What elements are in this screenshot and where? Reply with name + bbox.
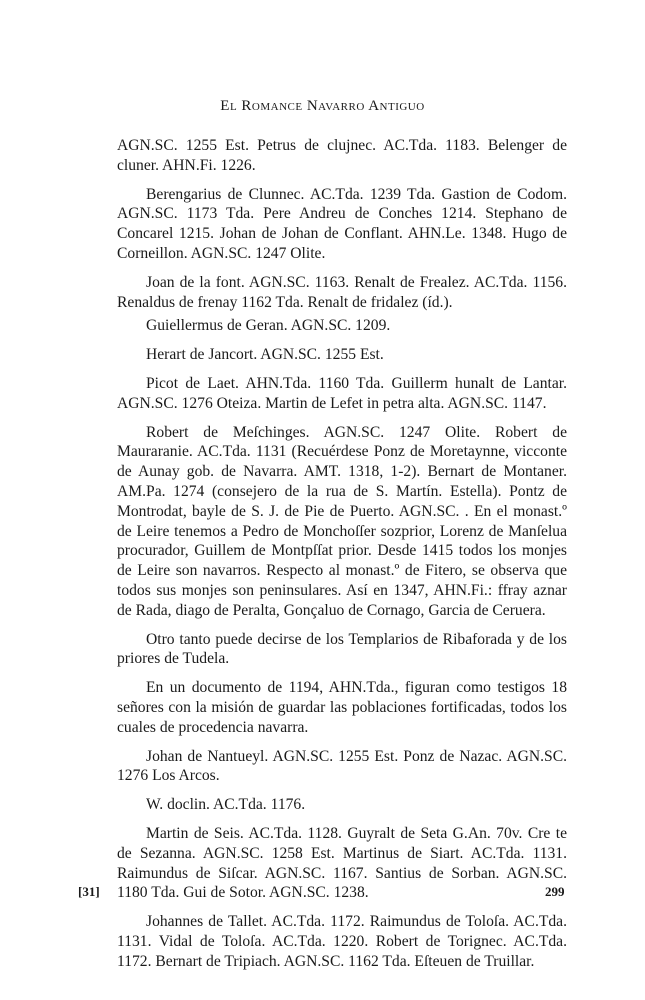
paragraph: AGN.SC. 1255 Est. Petrus de clujnec. AC.Tda. 1183. Belenger de cluner. AHN.Fi. 1226. [117,137,567,174]
paragraph: Johannes de Tallet. AC.Tda. 1172. Raimundus de Toloſa. AC.Tda. 1131. Vidal de Toloſa. AC.Tda. 1220. Robert de Torignec. AC.Tda. 1172. Bernart de Tripiach. AGN.SC. 1162 Tda. Eſteuen de Truillar. [117,913,567,970]
page-number: 299 [545,884,565,899]
signature-mark: [31] [78,884,100,899]
paragraph: Berengarius de Clunnec. AC.Tda. 1239 Tda. Gastion de Codom. AGN.SC. 1173 Tda. Pere Andreu de Conches 1214. Stephano de Concarel 1215. Johan de Johan de Conflant. AHN.Le. 1348. Hugo de Corneillon. AGN.SC. 1247 Olite. [117,185,567,262]
paragraph: Robert de Meſchinges. AGN.SC. 1247 Olite. Robert de Mauraranie. AC.Tda. 1131 (Recuérdese Ponz de Moretaynne, vicconte de Aunay gob. de Navarra. AMT. 1318, 1-2). Bernart de Montaner. AM.Pa. 1274 (consejero de la rua de S. Martín. Estella). Pontz de Montrodat, bayle de S. J. de Pie de Puerto. AGN.SC. . En el monast.º de Leire tenemos a Pedro de Monchoſſer sozprior, Lorenz de Manſelua procurador, Guillem de Montpſſat prior. Desde 1415 todos los monjes de Leire son navarros. Respecto al monast.º de Fitero, se observa que todos sus monjes son peninsulares. Así en 1347, AHN.Fi.: ffray aznar de Rada, diago de Peralta, Gonçaluo de Cornago, Garcia de Ceruera. [117,423,567,619]
running-head: El Romance Navarro Antiguo [220,98,425,114]
paragraph: W. doclin. AC.Tda. 1176. [146,796,306,814]
paragraph: Johan de Nantueyl. AGN.SC. 1255 Est. Ponz de Nazac. AGN.SC. 1276 Los Arcos. [117,747,567,785]
paragraph: Otro tanto puede decirse de los Templarios de Ribaforada y de los priores de Tudela. [117,630,567,668]
text-block [117,136,567,980]
paragraph: Guiellermus de Geran. AGN.SC. 1209. [146,317,391,335]
paragraph: Herart de Jancort. AGN.SC. 1255 Est. [146,346,384,364]
paragraph: Martin de Seis. AC.Tda. 1128. Guyralt de Seta G.An. 70v. Cre te de Sezanna. AGN.SC. 1258 Est. Martinus de Siart. AC.Tda. 1131. Raimundus de Siſcar. AGN.SC. 1167. Santius de Sorban. AGN.SC. 1180 Tda. Gui de Sotor. AGN.SC. 1238. [117,824,567,902]
paragraph: Joan de la font. AGN.SC. 1163. Renalt de Frealez. AC.Tda. 1156. Renaldus de frenay 1162 Tda. Renalt de fridalez (íd.). [117,273,567,311]
paragraph: En un documento de 1194, AHN.Tda., figuran como testigos 18 señores con la misión de guardar las poblaciones fortificadas, todos los cuales de procedencia navarra. [117,679,567,736]
paragraph: Picot de Laet. AHN.Tda. 1160 Tda. Guillerm hunalt de Lantar. AGN.SC. 1276 Oteiza. Martin de Lefet in petra alta. AGN.SC. 1147. [117,374,567,412]
